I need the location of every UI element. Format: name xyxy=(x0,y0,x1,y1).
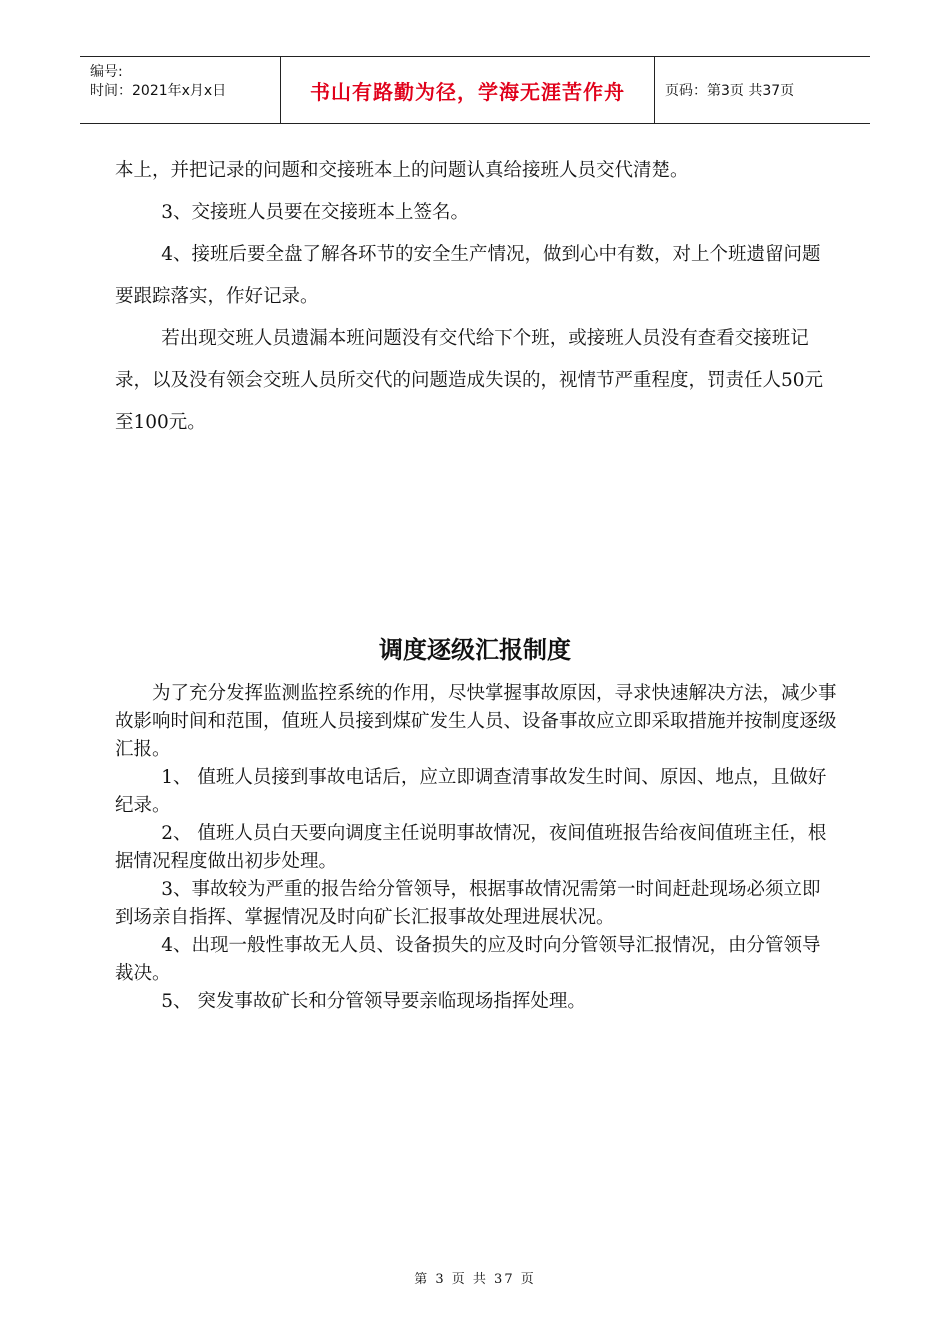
section-title: 调度逐级汇报制度 xyxy=(379,636,571,664)
document-number-label: 编号: xyxy=(90,64,123,80)
document-time: 时间：2021年x月x日 xyxy=(90,83,227,99)
header-page-code: 页码：第3页 共37页 xyxy=(665,83,795,99)
header-meta xyxy=(80,57,281,123)
page-footer: 第 3 页 共 37 页 xyxy=(414,1272,536,1287)
header-motto: 书山有路勤为径，学海无涯苦作舟 xyxy=(281,57,655,123)
paragraph: 3、事故较为严重的报告给分管领导，根据事故情况需第一时间赶赴现场必须立即到场亲自指挥、掌握情况及时向矿长汇报事故处理进展状况。 xyxy=(115,879,821,928)
paragraph: 4、出现一般性事故无人员、设备损失的应及时向分管领导汇报情况，由分管领导裁决。 xyxy=(115,935,821,984)
section1-body xyxy=(115,150,837,444)
paragraph: 若出现交班人员遗漏本班问题没有交代给下个班，或接班人员没有查看交接班记录，以及没有领会交班人员所交代的问题造成失误的，视情节严重程度，罚责任人50元至100元。 xyxy=(115,328,824,433)
paragraph: 本上，并把记录的问题和交接班本上的问题认真给接班人员交代清楚。 xyxy=(115,160,689,181)
paragraph: 5、 突发事故矿长和分管领导要亲临现场指挥处理。 xyxy=(161,991,586,1012)
paragraph: 为了充分发挥监测监控系统的作用，尽快掌握事故原因，寻求快速解决方法，减少事故影响时间和范围，值班人员接到煤矿发生人员、设备事故应立即采取措施并按制度逐级汇报。 xyxy=(115,683,837,760)
section2-body xyxy=(115,680,837,1016)
paragraph: 3、交接班人员要在交接班本上签名。 xyxy=(161,202,470,223)
page-header xyxy=(80,56,870,124)
paragraph: 1、 值班人员接到事故电话后，应立即调查清事故发生时间、原因、地点，且做好纪录。 xyxy=(115,767,827,816)
paragraph: 4、接班后要全盘了解各环节的安全生产情况，做到心中有数，对上个班遗留问题要跟踪落实，作好记录。 xyxy=(115,244,821,307)
paragraph: 2、 值班人员白天要向调度主任说明事故情况，夜间值班报告给夜间值班主任，根据情况程度做出初步处理。 xyxy=(115,823,827,872)
